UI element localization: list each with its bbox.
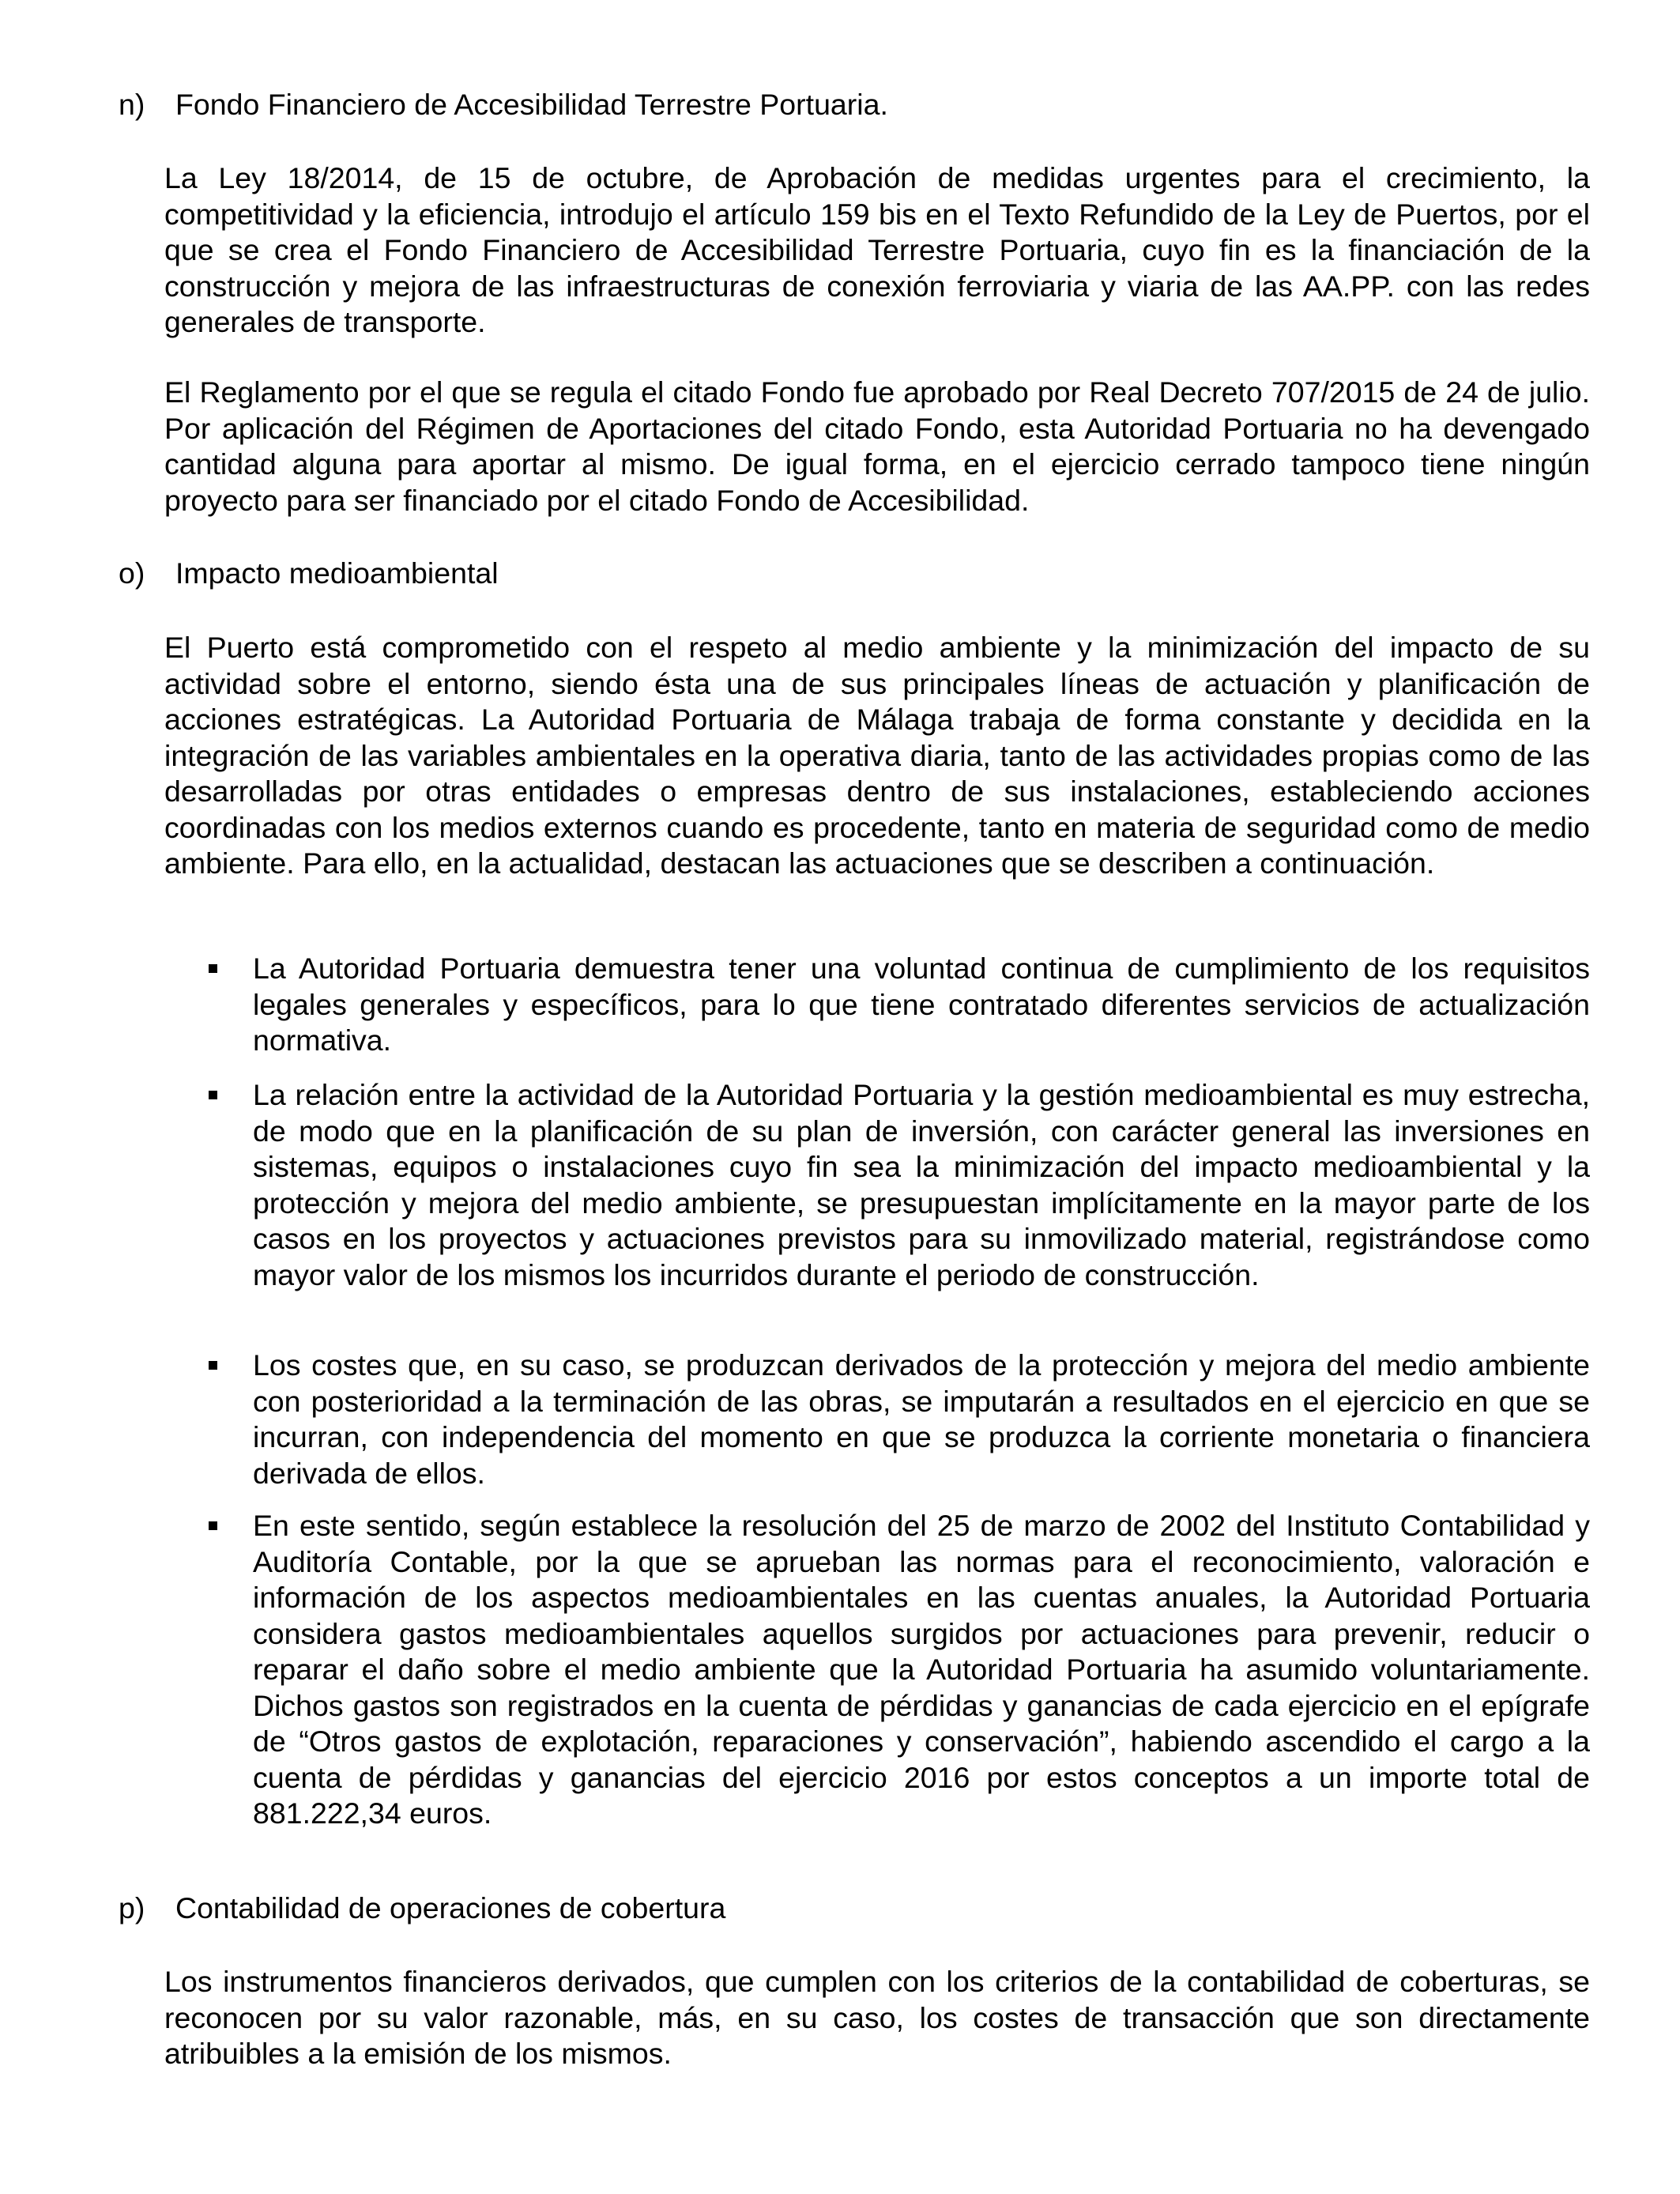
section-n-title: Fondo Financiero de Accesibilidad Terrestre Portuaria. xyxy=(175,88,888,121)
section-n-heading xyxy=(119,87,888,123)
section-n-paragraph-1: La Ley 18/2014, de 15 de octubre, de Aprobación de medidas urgentes para el crecimiento, la competitividad y la eficiencia, introdujo el artículo 159 bis en el Texto Refundido de la Ley de Puertos, por el que se crea el Fondo Financiero de Accesibilidad Terrestre Portuaria, cuyo fin es la financiación de la construcción y mejora de las infraestructuras de conexión ferroviaria y viaria de las AA.PP. con las redes generales de transporte. xyxy=(164,161,1590,338)
bullet-item xyxy=(164,1077,1590,1293)
bullet-text: Los costes que, en su caso, se produzcan derivados de la protección y mejora del medio ambiente con posterioridad a la terminación de las obras, se imputarán a resultados en el ejercicio en que se incurran, con independencia del momento en que se produzca la corriente monetaria o financiera derivada de ellos. xyxy=(253,1348,1590,1490)
section-p-letter: p) xyxy=(119,1891,145,1924)
bullet-square-icon xyxy=(209,964,217,973)
bullet-square-icon xyxy=(209,1091,217,1099)
bullet-item xyxy=(164,1508,1590,1832)
section-n-letter: n) xyxy=(119,88,145,121)
section-p-paragraph-1: Los instrumentos financieros derivados, que cumplen con los criterios de la contabilidad de coberturas, se reconocen por su valor razonable, más, en su caso, los costes de transacción que son directamente atribuibles a la emisión de los mismos. xyxy=(164,1965,1590,2070)
section-p-title: Contabilidad de operaciones de cobertura xyxy=(175,1891,726,1924)
section-o-intro: El Puerto está comprometido con el respeto al medio ambiente y la minimización del impacto de su actividad sobre el entorno, siendo ésta una de sus principales líneas de actuación y planificación de acciones estratégicas. La Autoridad Portuaria de Málaga trabaja de forma constante y decidida en la integración de las variables ambientales en la operativa diaria, tanto de las actividades propias como de las desarrolladas por otras entidades o empresas dentro de sus instalaciones, estableciendo acciones coordinadas con los medios externos cuando es procedente, tanto en materia de seguridad como de medio ambiente. Para ello, en la actualidad, destacan las actuaciones que se describen a continuación. xyxy=(164,631,1590,880)
section-o-letter: o) xyxy=(119,556,145,590)
section-o-heading xyxy=(119,556,499,592)
bullet-square-icon xyxy=(209,1361,217,1370)
bullet-text: La relación entre la actividad de la Autoridad Portuaria y la gestión medioambiental es muy estrecha, de modo que en la planificación de su plan de inversión, con carácter general las inversiones en sistemas, equipos o instalaciones cuyo fin sea la minimización del impacto medioambiental y la protección y mejora del medio ambiente, se presupuestan implícitamente en la mayor parte de los casos en los proyectos y actuaciones previstos para su inmovilizado material, registrándose como mayor valor de los mismos los incurridos durante el periodo de construcción. xyxy=(253,1078,1590,1291)
bullet-item xyxy=(164,1348,1590,1491)
section-o-title: Impacto medioambiental xyxy=(175,556,499,590)
bullet-text: En este sentido, según establece la resolución del 25 de marzo de 2002 del Instituto Contabilidad y Auditoría Contable, por la que se aprueban las normas para el reconocimiento, valoración e información de los aspectos medioambientales en las cuentas anuales, la Autoridad Portuaria considera gastos medioambientales aquellos surgidos por actuaciones para prevenir, reducir o reparar el daño sobre el medio ambiente que la Autoridad Portuaria ha asumido voluntariamente. Dichos gastos son registrados en la cuenta de pérdidas y ganancias de cada ejercicio en el epígrafe de “Otros gastos de explotación, reparaciones y conservación”, habiendo ascendido el cargo a la cuenta de pérdidas y ganancias del ejercicio 2016 por estos conceptos a un importe total de 881.222,34 euros. xyxy=(253,1509,1590,1830)
bullet-item xyxy=(164,951,1590,1059)
section-n-paragraph-2: El Reglamento por el que se regula el citado Fondo fue aprobado por Real Decreto 707/2015 de 24 de julio. Por aplicación del Régimen de Aportaciones del citado Fondo, esta Autoridad Portuaria no ha devengado cantidad alguna para aportar al mismo. De igual forma, en el ejercicio cerrado tampoco tiene ningún proyecto para ser financiado por el citado Fondo de Accesibilidad. xyxy=(164,375,1590,517)
section-p-heading xyxy=(119,1891,725,1927)
bullet-square-icon xyxy=(209,1521,217,1530)
bullet-text: La Autoridad Portuaria demuestra tener una voluntad continua de cumplimiento de los requisitos legales generales y específicos, para lo que tiene contratado diferentes servicios de actualización normativa. xyxy=(253,952,1590,1057)
